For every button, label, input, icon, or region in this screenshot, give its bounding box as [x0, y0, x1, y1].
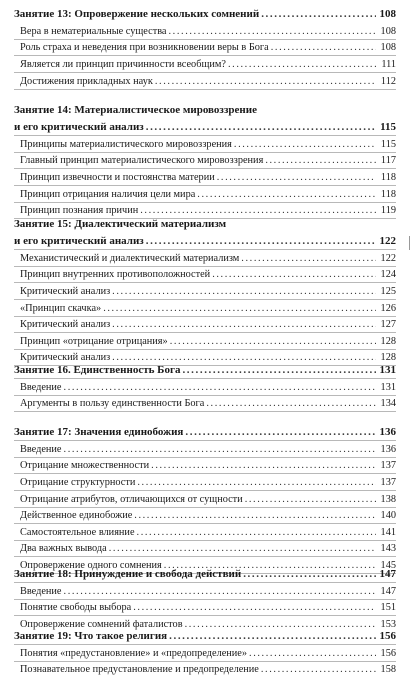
entry-page: 137 [380, 460, 396, 472]
entry-page: 115 [380, 138, 396, 150]
toc-heading[interactable] [14, 630, 396, 645]
leader-dots [64, 586, 376, 598]
entry-title: Два важных вывода [20, 543, 107, 555]
toc-entry[interactable] [14, 203, 396, 220]
toc-heading[interactable] [14, 426, 396, 441]
leader-dots [109, 543, 376, 555]
leader-dots [137, 477, 376, 489]
entry-title: Введение [20, 585, 62, 597]
leader-dots [64, 382, 376, 394]
entry-title: Действенное единобожие [20, 510, 133, 522]
leader-dots [197, 189, 376, 201]
entry-page: 126 [380, 302, 396, 314]
entry-title: Принцип извечности и постоянства материи [20, 171, 215, 183]
toc-entry[interactable] [14, 56, 396, 73]
heading-title-cont: и его критический анализ [14, 235, 144, 248]
entry-page: 137 [380, 476, 396, 488]
leader-dots [170, 336, 376, 348]
leader-dots [140, 205, 376, 217]
leader-dots [265, 155, 376, 167]
toc-entry[interactable] [14, 524, 396, 541]
entry-page: 158 [380, 664, 396, 676]
leader-dots [271, 42, 376, 54]
toc-entry[interactable] [14, 441, 396, 458]
leader-dots [169, 630, 376, 642]
entry-page: 111 [381, 58, 396, 70]
entry-title: Понятия «предустановление» и «предопределение» [20, 647, 248, 659]
heading-title: Занятие 18: Принуждение и свобода действий [14, 568, 242, 580]
leader-dots [64, 444, 376, 456]
leader-dots [169, 26, 377, 38]
heading-title: Занятие 13: Опровержение нескольких сомнений [14, 8, 260, 20]
toc-entry[interactable] [14, 153, 396, 170]
heading-title: Занятие 15: Диалектический материализм [14, 218, 227, 230]
leader-dots [261, 8, 376, 20]
toc-entry[interactable] [14, 600, 396, 617]
toc-entry[interactable] [14, 396, 396, 413]
entry-page: 153 [380, 618, 396, 630]
leader-dots [112, 352, 376, 364]
leader-dots [182, 364, 376, 376]
entry-title: Отрицание структурности [20, 476, 136, 488]
entry-page: 122 [380, 252, 396, 264]
entry-title: Принцип «отрицание отрицания» [20, 335, 168, 347]
entry-title: Аргументы в пользу единственности Бога [20, 398, 205, 410]
heading-page: 108 [379, 8, 396, 20]
leader-dots [151, 460, 376, 472]
entry-page: 143 [380, 543, 396, 555]
entry-page: 108 [380, 25, 396, 37]
entry-page: 117 [380, 155, 396, 167]
toc-heading-continuation[interactable] [14, 119, 396, 136]
entry-page: 118 [380, 188, 396, 200]
entry-title: Роль страха и неведения при возникновении веры в Бога [20, 42, 269, 54]
entry-page: 156 [380, 647, 396, 659]
entry-title: Вера в нематериальные существа [20, 25, 167, 37]
toc-entry[interactable] [14, 645, 396, 662]
leader-dots [155, 76, 376, 88]
toc-entry[interactable] [14, 541, 396, 558]
entry-page: 127 [380, 319, 396, 331]
toc-section-15 [14, 218, 396, 366]
entry-title: Понятие свободы выбора [20, 602, 132, 614]
toc-entry[interactable] [14, 583, 396, 600]
entry-page: 145 [380, 559, 396, 571]
toc-section-18 [14, 568, 396, 633]
heading-page: 136 [379, 426, 396, 438]
toc-entry[interactable] [14, 333, 396, 350]
entry-title: Главный принцип материалистического мировоззрения [20, 155, 264, 167]
heading-page: 122 [379, 235, 396, 248]
leader-dots [234, 139, 376, 151]
entry-page: 119 [380, 205, 396, 217]
leader-dots [133, 602, 376, 614]
toc-entry[interactable] [14, 508, 396, 525]
entry-page: 141 [380, 526, 396, 538]
heading-page: 115 [380, 121, 396, 134]
entry-title: Отрицание множественности [20, 460, 150, 472]
entry-title: Принципы материалистического мировоззрения [20, 138, 232, 150]
heading-page: 156 [379, 630, 396, 642]
leader-dots [112, 286, 376, 298]
entry-page: 112 [380, 75, 396, 87]
entry-page: 140 [380, 510, 396, 522]
entry-title: Введение [20, 381, 62, 393]
entry-page: 128 [380, 335, 396, 347]
toc-entry[interactable] [14, 491, 396, 508]
entry-page: 124 [380, 269, 396, 281]
toc-heading[interactable] [14, 364, 396, 379]
entry-page: 118 [380, 171, 396, 183]
entry-page: 147 [380, 585, 396, 597]
leader-dots [212, 269, 376, 281]
entry-page: 151 [380, 602, 396, 614]
entry-title: Самостоятельное влияние [20, 526, 135, 538]
toc-entry[interactable] [14, 250, 396, 267]
leader-dots [146, 235, 376, 247]
leader-dots [137, 527, 376, 539]
leader-dots [245, 494, 376, 506]
heading-page: 147 [379, 568, 396, 580]
toc-entry[interactable] [14, 662, 396, 679]
heading-page: 131 [379, 364, 396, 376]
entry-title: Является ли принцип причинности всеобщим? [20, 58, 226, 70]
toc-entry[interactable] [14, 283, 396, 300]
toc-entry[interactable] [14, 379, 396, 396]
entry-page: 131 [380, 381, 396, 393]
toc-section-17 [14, 426, 396, 574]
toc-entry[interactable] [14, 300, 396, 317]
toc-heading[interactable] [14, 218, 396, 233]
entry-page: 108 [380, 42, 396, 54]
toc-section-14 [14, 104, 396, 219]
entry-title: Опровержение сомнений фаталистов [20, 618, 183, 630]
entry-page: 134 [380, 398, 396, 410]
entry-title: Опровержение одного сомнения [20, 559, 162, 571]
entry-title: Принцип познания причин [20, 205, 139, 217]
toc-heading[interactable] [14, 104, 396, 119]
toc-entry[interactable] [14, 136, 396, 153]
entry-title: Принцип внутренних противоположностей [20, 269, 211, 281]
leader-dots [134, 510, 376, 522]
toc-entry[interactable] [14, 73, 396, 90]
leader-dots [249, 648, 376, 660]
entry-title: Критический анализ [20, 285, 111, 297]
leader-dots [243, 568, 376, 580]
entry-page: 138 [380, 493, 396, 505]
toc-section-19 [14, 630, 396, 678]
leader-dots [146, 121, 376, 133]
heading-title: Занятие 14: Материалистическое мировоззрение [14, 104, 257, 116]
toc-entry[interactable] [14, 169, 396, 186]
entry-title: Критический анализ [20, 319, 111, 331]
leader-dots [261, 664, 376, 676]
toc-entry[interactable] [14, 40, 396, 57]
page-edge-mark [409, 236, 416, 250]
toc-section-16 [14, 364, 396, 412]
heading-title: Занятие 19: Что такое религия [14, 630, 168, 642]
toc-entry[interactable] [14, 458, 396, 475]
entry-page: 128 [380, 352, 396, 364]
toc-section-13 [14, 8, 396, 90]
toc-heading[interactable] [14, 568, 396, 583]
toc-heading[interactable] [14, 8, 396, 23]
entry-title: Критический анализ [20, 352, 111, 364]
leader-dots [217, 172, 376, 184]
entry-title: Достижения прикладных наук [20, 75, 153, 87]
leader-dots [241, 253, 376, 265]
entry-page: 125 [380, 285, 396, 297]
leader-dots [228, 59, 376, 71]
entry-title: Принцип отрицания наличия цели мира [20, 188, 196, 200]
toc-entry[interactable] [14, 267, 396, 284]
entry-title: Отрицание атрибутов, отличающихся от сущности [20, 493, 243, 505]
toc-entry[interactable] [14, 186, 396, 203]
entry-title: «Принцип скачка» [20, 302, 102, 314]
heading-title: Занятие 17: Значения единобожия [14, 426, 184, 438]
heading-title: Занятие 16. Единственность Бога [14, 364, 181, 376]
entry-title: Механистический и диалектический материализм [20, 252, 240, 264]
toc-entry[interactable] [14, 317, 396, 334]
leader-dots [103, 303, 376, 315]
leader-dots [206, 398, 376, 410]
toc-entry[interactable] [14, 23, 396, 40]
entry-title: Введение [20, 443, 62, 455]
heading-title-cont: и его критический анализ [14, 121, 144, 134]
toc-entry[interactable] [14, 474, 396, 491]
entry-page: 136 [380, 443, 396, 455]
toc-heading-continuation[interactable] [14, 233, 396, 250]
leader-dots [185, 426, 376, 438]
entry-title: Познавательное предустановление и предопределение [20, 664, 259, 676]
leader-dots [112, 319, 376, 331]
